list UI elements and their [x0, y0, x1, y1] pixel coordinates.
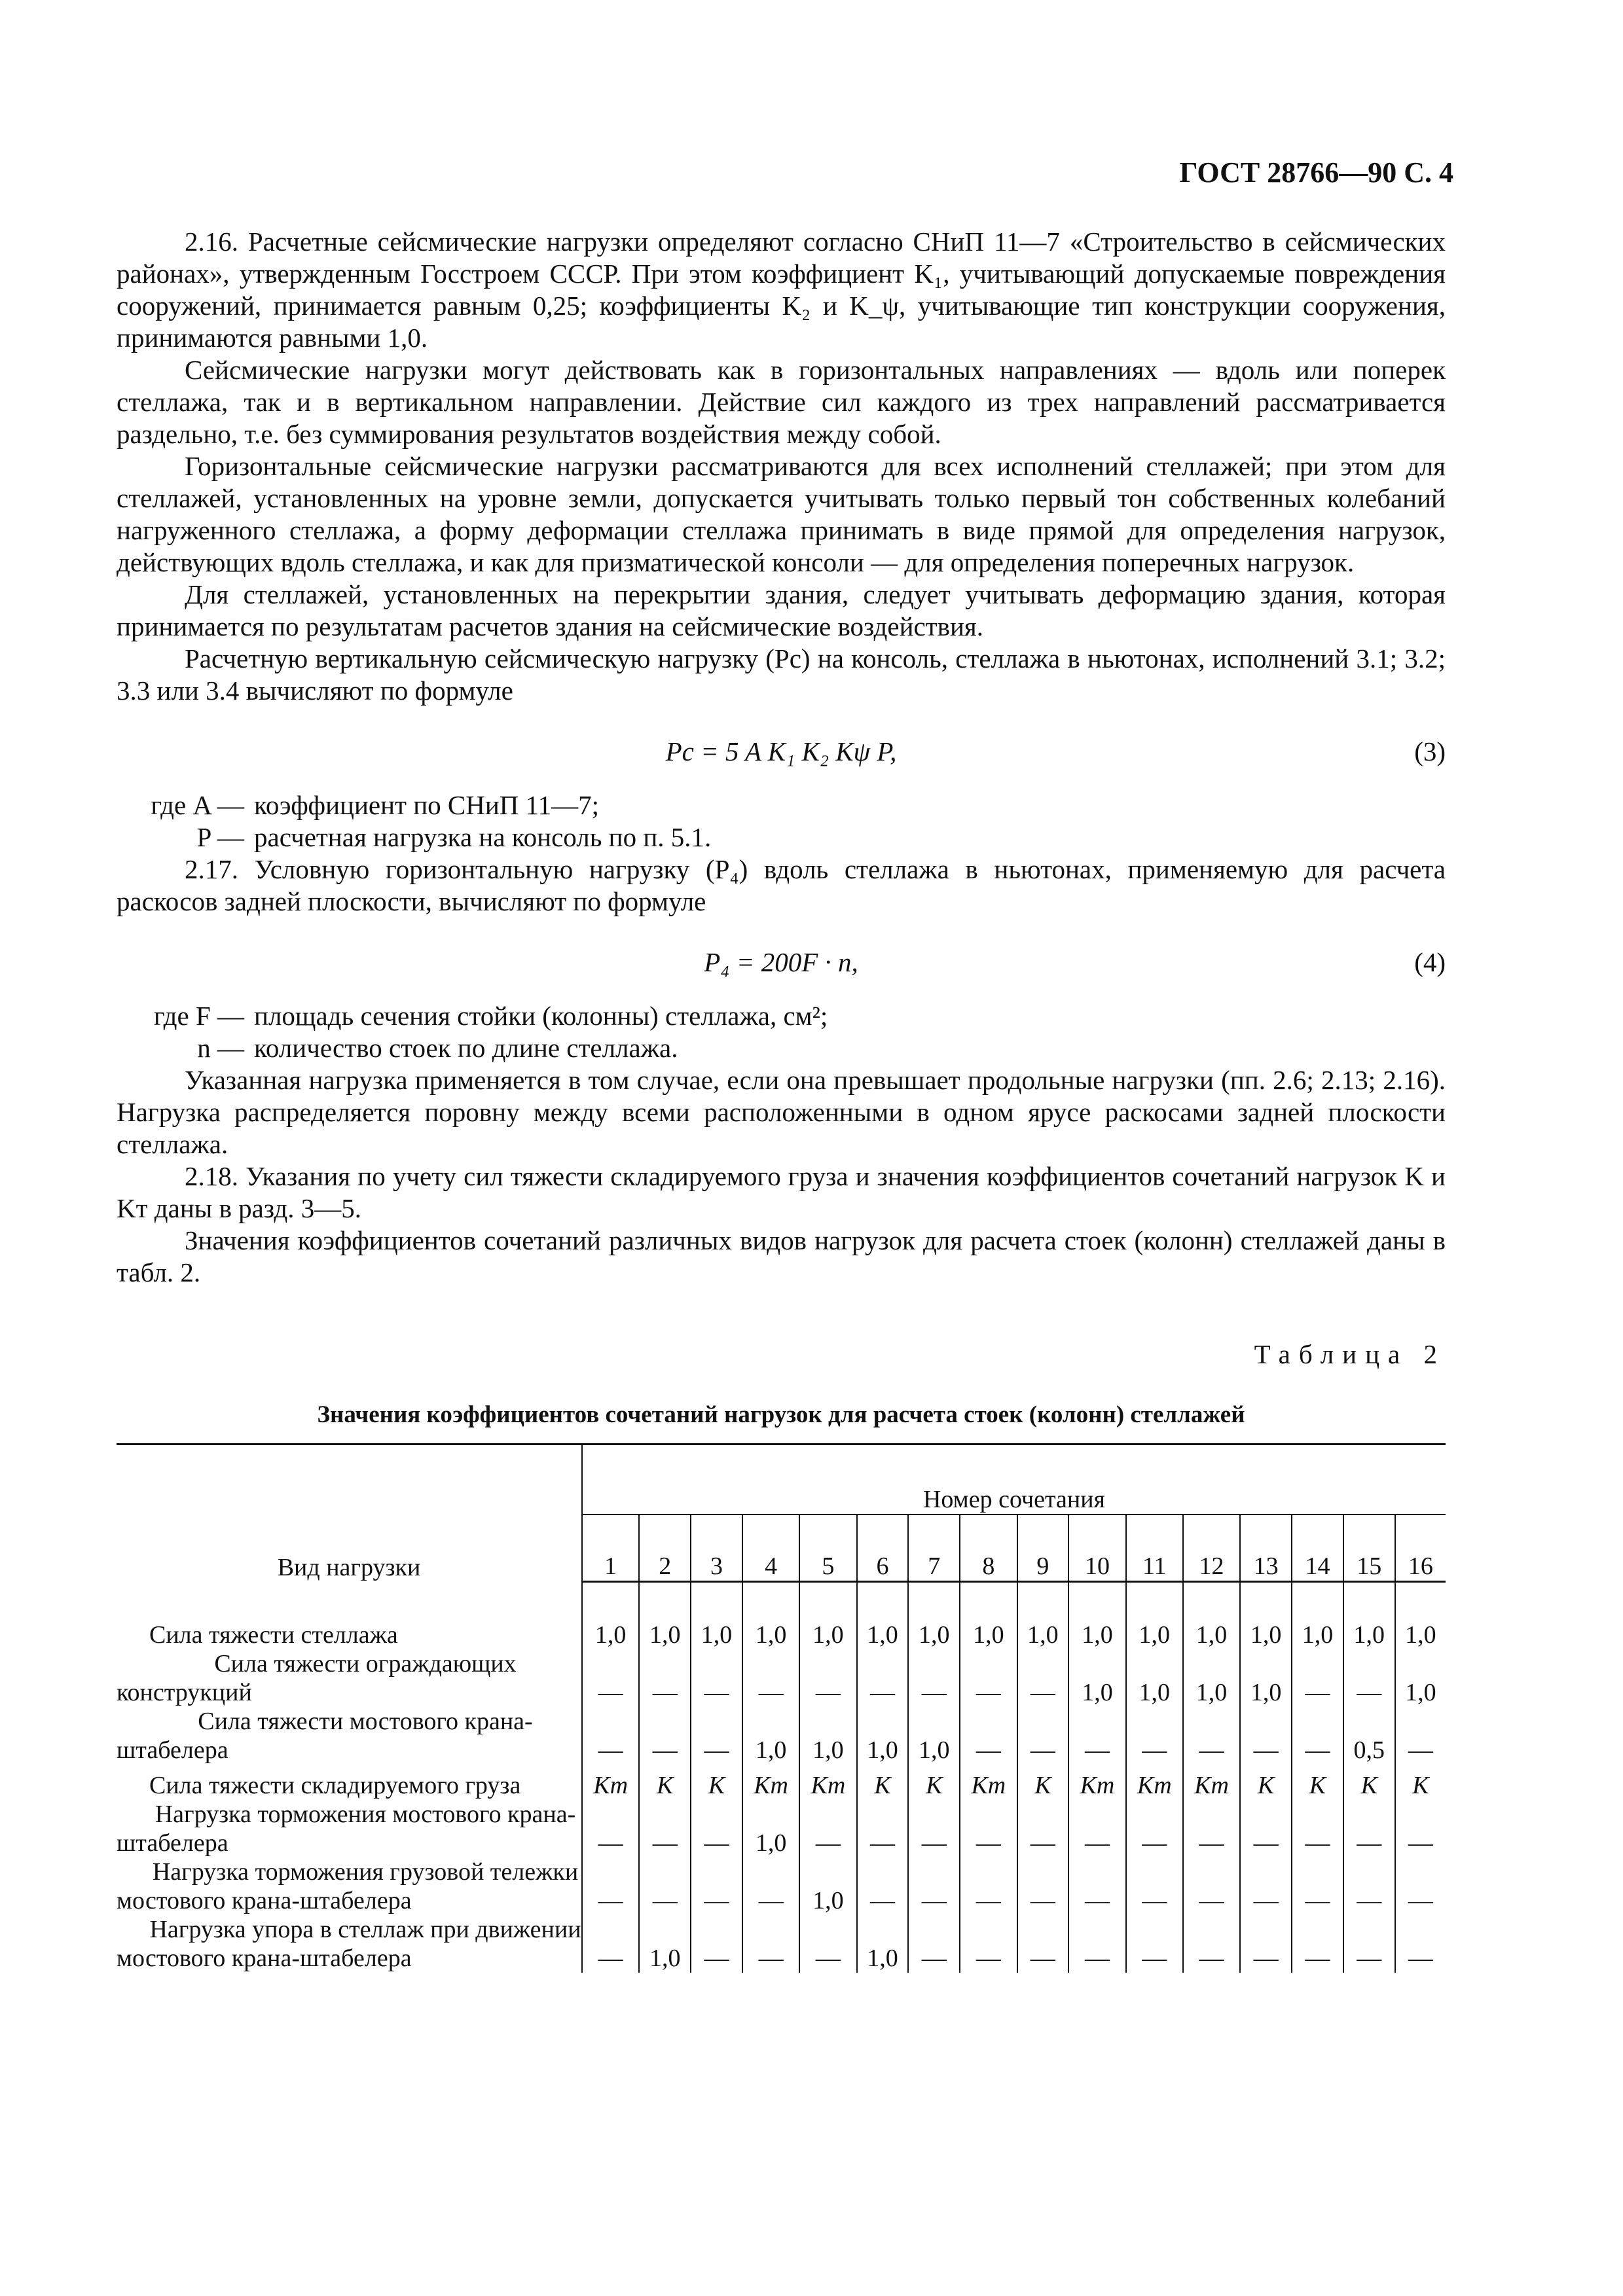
table-cell: — — [1017, 1649, 1069, 1707]
row-label — [117, 1582, 582, 1650]
table-cell: Kт — [742, 1765, 799, 1800]
table-row — [117, 1915, 1446, 1973]
combination-number: 11 — [1126, 1515, 1183, 1582]
table-cell: — — [691, 1707, 742, 1765]
legend-description: площадь сечения стойки (колонны) стеллажа, см²; — [254, 1001, 828, 1031]
table-cell: — — [857, 1649, 909, 1707]
table-cell: — — [960, 1915, 1017, 1973]
combination-number: 10 — [1068, 1515, 1125, 1582]
table-cell: 1,0 — [1183, 1649, 1240, 1707]
combination-number: 4 — [742, 1515, 799, 1582]
combination-number: 9 — [1017, 1515, 1069, 1582]
table-cell: — — [742, 1915, 799, 1973]
table-cell: 1,0 — [1405, 1621, 1436, 1649]
table-cell: Kт — [582, 1765, 639, 1800]
table-cell: — — [691, 1915, 742, 1973]
row-label — [117, 1707, 582, 1765]
row-label — [117, 1915, 582, 1973]
table-cell: 1,0 — [960, 1582, 1017, 1650]
table-cell: — — [960, 1857, 1017, 1915]
paragraph-floor-racks: Для стеллажей, установленных на перекрытии здания, следует учитывать деформацию здания, которая принимается по результатам расчетов здания на сейсмические воздействия. — [117, 579, 1446, 641]
paragraph-load-application: Указанная нагрузка применяется в том случае, если она превышает продольные нагрузки (пп. 2.6; 2.13; 2.16). Нагрузка распределяется поровну между всеми расположенными в одном ярусе раскосами задней плоскости стеллажа. — [117, 1065, 1446, 1159]
table-cell: — — [1183, 1915, 1240, 1973]
table-cell: — — [1126, 1800, 1183, 1857]
coefficient-table — [117, 1443, 1446, 1973]
table-cell: 1,0 — [582, 1582, 639, 1650]
table-cell: — — [908, 1857, 960, 1915]
table-cell: — — [1240, 1857, 1292, 1915]
table-cell: — — [908, 1915, 960, 1973]
combination-number: 3 — [691, 1515, 742, 1582]
legend-term: P — — [196, 822, 244, 852]
table-cell: 0,5 — [1343, 1707, 1395, 1765]
table-cell: 1,0 — [1126, 1582, 1183, 1650]
paragraph-2-17: 2.17. Условную горизонтальную нагрузку (P₄) вдоль стеллажа в ньютонах, применяемую для расчета раскосов задней плоскости, вычисляют по формуле — [117, 854, 1446, 916]
table-cell: — — [1408, 1945, 1433, 1972]
table-cell: Kт — [1183, 1765, 1240, 1800]
table-row — [117, 1800, 1446, 1857]
table-cell: — — [1068, 1707, 1125, 1765]
table-cell: 1,0 — [908, 1582, 960, 1650]
table-cell: K — [1292, 1765, 1343, 1800]
table-cell: — — [1292, 1915, 1343, 1973]
table-cell: 1,0 — [799, 1582, 856, 1650]
formula-3-legend — [117, 789, 1446, 853]
table-cell: — — [1017, 1857, 1069, 1915]
legend-term: n — — [197, 1033, 244, 1063]
table-cell: 1,0 — [857, 1915, 909, 1973]
row-label-text: Нагрузка торможения мостового крана-штабелера — [117, 1801, 576, 1857]
row-label-text: Нагрузка торможения грузовой тележки мостового крана-штабелера — [117, 1858, 579, 1914]
table-cell: — — [1343, 1857, 1395, 1915]
table-cell: 1,0 — [1240, 1649, 1292, 1707]
table-cell: 1,0 — [1126, 1649, 1183, 1707]
row-label-text: Сила тяжести мостового крана-штабелера — [117, 1708, 533, 1764]
table-cell: — — [1183, 1707, 1240, 1765]
table-cell: K — [1343, 1765, 1395, 1800]
table-cell: — — [639, 1800, 691, 1857]
legend-description: количество стоек по длине стеллажа. — [254, 1033, 678, 1063]
paragraph-2-16: 2.16. Расчетные сейсмические нагрузки определяют согласно СНиП 11—7 «Строительство в сейсмических районах», утвержденным Госстроем СССР. При этом коэффициент K₁, учитывающий допускаемые повреждения сооружений, принимается равным 0,25; коэффициенты K₂ и K_ψ, учитывающие тип конструкции сооружения, принимаются равными 1,0. — [117, 226, 1446, 353]
table-cell: — — [1183, 1800, 1240, 1857]
row-label-text: Сила тяжести ограждающих конструкций — [117, 1650, 517, 1706]
table-cell: Kт — [799, 1765, 856, 1800]
table-cell: — — [742, 1857, 799, 1915]
table-cell: — — [691, 1649, 742, 1707]
row-label-text: Сила тяжести складируемого груза — [149, 1772, 521, 1799]
paragraph-2-18: 2.18. Указания по учету сил тяжести складируемого груза и значения коэффициентов сочетаний нагрузок K и Kт даны в разд. 3—5. — [117, 1161, 1446, 1223]
table-cell: — — [799, 1915, 856, 1973]
combination-number: 8 — [960, 1515, 1017, 1582]
combination-number: 7 — [908, 1515, 960, 1582]
table-cell: — — [1343, 1915, 1395, 1973]
row-label — [117, 1857, 582, 1915]
table-cell: 1,0 — [799, 1857, 856, 1915]
table-cell: — — [742, 1649, 799, 1707]
table-cell: 1,0 — [857, 1582, 909, 1650]
combination-number: 6 — [857, 1515, 909, 1582]
combination-number: 13 — [1240, 1515, 1292, 1582]
paragraph-seismic-directions: Сейсмические нагрузки могут действовать как в горизонтальных направлениях — вдоль или поперек стеллажа, так и в вертикальном направлении. Действие сил каждого из трех направлений рассматривается раздельно, т.е. без суммирования результатов воздействия между собой. — [117, 355, 1446, 449]
table-cell: — — [582, 1649, 639, 1707]
table-cell: — — [1126, 1707, 1183, 1765]
table-cell: K — [1017, 1765, 1069, 1800]
table-cell: — — [960, 1707, 1017, 1765]
table-cell: — — [639, 1857, 691, 1915]
table-cell: 1,0 — [1017, 1582, 1069, 1650]
table-cell: — — [1240, 1915, 1292, 1973]
table-cell: — — [639, 1649, 691, 1707]
table-cell: — — [960, 1800, 1017, 1857]
combination-number: 15 — [1343, 1515, 1395, 1582]
row-label — [117, 1765, 582, 1800]
table-cell: — — [691, 1857, 742, 1915]
column-header-combination: Номер сочетания — [582, 1444, 1446, 1515]
table-cell: 1,0 — [1405, 1679, 1436, 1706]
table-cell: — — [1017, 1915, 1069, 1973]
table-cell: 1,0 — [857, 1707, 909, 1765]
table-cell: 1,0 — [639, 1915, 691, 1973]
table-cell: — — [1126, 1915, 1183, 1973]
paragraph-vertical-load: Расчетную вертикальную сейсмическую нагрузку (Pc) на консоль, стеллажа в ньютонах, исполнений 3.1; 3.2; 3.3 или 3.4 вычисляют по формуле — [117, 643, 1446, 706]
row-label-text: Сила тяжести стеллажа — [149, 1621, 398, 1649]
table-cell: Kт — [1126, 1765, 1183, 1800]
table-cell: 1,0 — [742, 1800, 799, 1857]
paragraph-table-reference: Значения коэффициентов сочетаний различных видов нагрузок для расчета стоек (колонн) стеллажей даны в табл. 2. — [117, 1225, 1446, 1287]
table-label: Таблица 2 — [1254, 1339, 1446, 1369]
table-cell: K — [908, 1765, 960, 1800]
table-cell: 1,0 — [1183, 1582, 1240, 1650]
formula-4-number: (4) — [1414, 947, 1446, 977]
table-cell: — — [1068, 1857, 1125, 1915]
combination-number: 1 — [582, 1515, 639, 1582]
table-cell: 1,0 — [639, 1582, 691, 1650]
table-cell: K — [1240, 1765, 1292, 1800]
table-cell: 1,0 — [742, 1582, 799, 1650]
table-cell: 1,0 — [799, 1707, 856, 1765]
table-cell: — — [1408, 1887, 1433, 1914]
formula-4-expression: P₄ = 200F · n, — [704, 947, 858, 977]
table-cell: — — [1068, 1915, 1125, 1973]
combination-number: 2 — [639, 1515, 691, 1582]
table-cell: 1,0 — [908, 1707, 960, 1765]
table-title: Значения коэффициентов сочетаний нагрузок для расчета стоек (колонн) стеллажей — [317, 1401, 1245, 1428]
table-cell: — — [582, 1915, 639, 1973]
row-label-text: Нагрузка упора в стеллаж при движении мостового крана-штабелера — [117, 1916, 581, 1972]
table-cell: 1,0 — [742, 1707, 799, 1765]
row-label — [117, 1649, 582, 1707]
table-cell: — — [691, 1800, 742, 1857]
table-cell: — — [960, 1649, 1017, 1707]
legend-line — [117, 821, 1446, 853]
table-row — [117, 1649, 1446, 1707]
table-row — [117, 1765, 1446, 1800]
paragraph-horizontal-loads: Горизонтальные сейсмические нагрузки рассматриваются для всех исполнений стеллажей; при этом для стеллажей, установленных на уровне земли, допускается учитывать только первый тон собственных колебаний нагруженного стеллажа, а форму деформации стеллажа принимать в виде прямой для определения нагрузок, действующих вдоль стеллажа, и как для призматической консоли — для определения поперечных нагрузок. — [117, 451, 1446, 577]
combination-number: 12 — [1183, 1515, 1240, 1582]
table-cell: 1,0 — [1292, 1582, 1343, 1650]
table-cell: — — [1408, 1829, 1433, 1857]
formula-4-legend — [117, 1000, 1446, 1064]
formula-3-number: (3) — [1414, 736, 1446, 766]
table-cell: — — [582, 1857, 639, 1915]
table-cell: K — [639, 1765, 691, 1800]
legend-description: коэффициент по СНиП 11—7; — [254, 790, 600, 820]
legend-line — [117, 1032, 1446, 1064]
table-cell: — — [799, 1649, 856, 1707]
table-cell: — — [1017, 1800, 1069, 1857]
table-cell: K — [857, 1765, 909, 1800]
table-cell: — — [1343, 1649, 1395, 1707]
table-row — [117, 1857, 1446, 1915]
formula-3-expression: Pc = 5 A K₁ K₂ Kψ P, — [665, 736, 897, 766]
table-cell: K — [1412, 1772, 1429, 1799]
table-row — [117, 1707, 1446, 1765]
table-cell: — — [1183, 1857, 1240, 1915]
row-label — [117, 1800, 582, 1857]
table-cell: 1,0 — [691, 1582, 742, 1650]
legend-term: где A — — [151, 790, 244, 820]
legend-term: где F — — [153, 1001, 244, 1031]
table-cell: — — [1343, 1800, 1395, 1857]
table-cell: — — [1292, 1707, 1343, 1765]
page-header: ГОСТ 28766—90 С. 4 — [1179, 156, 1453, 188]
table-cell: Kт — [1068, 1765, 1125, 1800]
table-cell: Kт — [960, 1765, 1017, 1800]
table-row — [117, 1582, 1446, 1650]
table-cell: — — [1240, 1707, 1292, 1765]
table-cell: — — [1292, 1857, 1343, 1915]
table-cell: — — [908, 1649, 960, 1707]
table-body — [117, 1582, 1446, 1973]
legend-line — [117, 1000, 1446, 1032]
legend-description: расчетная нагрузка на консоль по п. 5.1. — [254, 822, 712, 852]
table-cell: — — [857, 1857, 909, 1915]
table-cell: — — [1240, 1800, 1292, 1857]
table-cell: — — [1017, 1707, 1069, 1765]
combination-number: 5 — [799, 1515, 856, 1582]
table-cell: 1,0 — [1068, 1649, 1125, 1707]
document-body — [117, 226, 1446, 1289]
table-cell: — — [1126, 1857, 1183, 1915]
table-cell: — — [1292, 1649, 1343, 1707]
table-cell: 1,0 — [1240, 1582, 1292, 1650]
table-cell: — — [799, 1800, 856, 1857]
table-cell: — — [582, 1707, 639, 1765]
formula-3 — [117, 723, 1446, 781]
table-cell: 1,0 — [1068, 1582, 1125, 1650]
table-cell: — — [908, 1800, 960, 1857]
formula-4 — [117, 933, 1446, 992]
table-cell: — — [1292, 1800, 1343, 1857]
table-cell: — — [639, 1707, 691, 1765]
table-cell: K — [691, 1765, 742, 1800]
table-cell: — — [1408, 1736, 1433, 1764]
table-cell: — — [1068, 1800, 1125, 1857]
combination-number: 14 — [1292, 1515, 1343, 1582]
legend-line — [117, 789, 1446, 821]
column-header-load-type: Вид нагрузки — [117, 1444, 582, 1582]
table-cell: — — [857, 1800, 909, 1857]
combination-number: 16 — [1395, 1515, 1446, 1582]
table-cell: — — [582, 1800, 639, 1857]
table-cell: 1,0 — [1343, 1582, 1395, 1650]
